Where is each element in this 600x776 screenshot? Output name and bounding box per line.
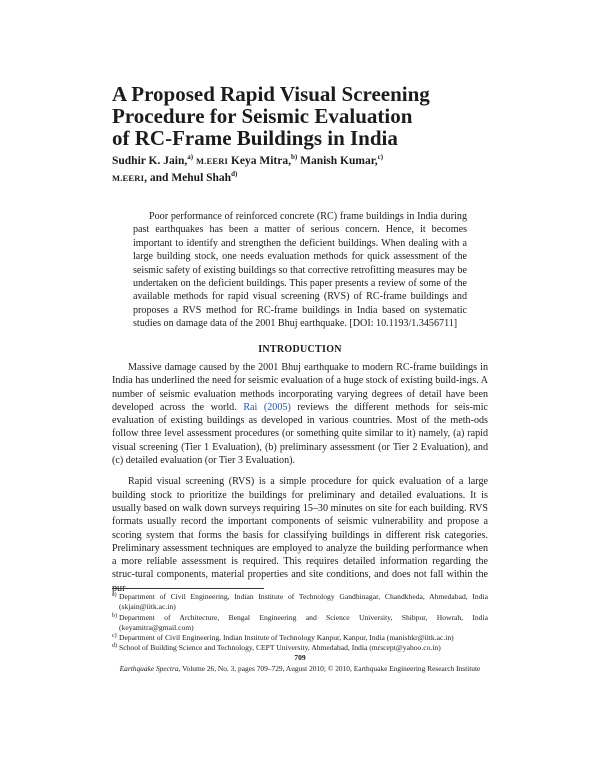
journal-citation bbox=[0, 664, 600, 673]
abstract-text: Poor performance of reinforced concrete (RC) frame buildings in India during past earthquakes has been a matter of serious concern. Hence, it becomes important to identify and strengthen the deficient buildings. When dealing with a large building stock, one needs evaluation methods for quick assessment of the seismic safety of existing buildings so that corrective retrofitting measures may be undertaken on the deficient buildings. This paper presents a review of some of the available methods for rapid visual screening (RVS) of RC-frame buildings and proposes a RVS method for RC-frame buildings in India based on systematic studies on damage data of the 2001 Bhuj earthquake. [DOI: 10.1193/1.3456711] bbox=[133, 211, 467, 330]
footnote-text: School of Building Science and Technology, CEPT University, Ahmedabad, India (mrscept@yahoo.co.in) bbox=[119, 643, 441, 653]
author-list bbox=[112, 153, 512, 187]
title-line-1: A Proposed Rapid Visual Screening bbox=[112, 82, 430, 106]
footnote bbox=[112, 592, 488, 613]
author-mark: c) bbox=[377, 153, 384, 162]
footnote bbox=[112, 613, 488, 634]
footnote-text: Department of Civil Engineering, Indian Institute of Technology Gandhinagar, Chandkheda, Ahmedabad, India (skjain@iitk.ac.in) bbox=[119, 592, 488, 612]
author-mark: d) bbox=[231, 170, 238, 179]
footnote-divider bbox=[112, 588, 264, 589]
paragraph-1 bbox=[112, 361, 488, 467]
paragraph-1-end: reviews the different methods for seis-mic evaluation of existing buildings as developed in various countries. Most of the meth-ods follow three level assessment procedures (or something quite similar to it) namely, (a) rapid visual screening (Tier 1 Evaluation), (b) preliminary assessment (or Tier 2 Evaluation), and (c) detailed evaluation (or Tier 3 Evaluation). bbox=[112, 401, 489, 467]
author-name: Sudhir K. Jain, bbox=[112, 155, 188, 167]
author-affiliation: M.EERI bbox=[195, 156, 229, 166]
footnote bbox=[112, 633, 488, 643]
title-line-2: Procedure for Seismic Evaluation bbox=[112, 104, 413, 128]
page-number: 709 bbox=[294, 653, 306, 662]
paper-title bbox=[112, 83, 492, 149]
body-text bbox=[112, 361, 488, 603]
footnote-mark: c) bbox=[112, 633, 117, 640]
author-conjunction: and bbox=[149, 172, 169, 184]
journal-name: Earthquake Spectra, bbox=[119, 664, 181, 673]
author-line-1 bbox=[112, 153, 512, 170]
title-line-3: of RC-Frame Buildings in India bbox=[112, 126, 398, 150]
footnote-mark: b) bbox=[112, 612, 117, 619]
paragraph-2: Rapid visual screening (RVS) is a simple procedure for quick evaluation of a large building stock to prioritize the buildings for preliminary and detailed evaluations. It is usually based on walk down surveys requiring 15–30 minutes on site for each building. RVS formats usually record the important components of seismic vulnerability and propose a scoring system that forms the basis for classifying buildings in different risk categories. Preliminary assessment techniques are employed to analyze the building performance when a more reliable assessment is required. This requires detailed information regarding the struc-tural components, material properties and site conditions, and does not fall within the pur- bbox=[112, 476, 488, 594]
footnote-mark: d) bbox=[112, 643, 117, 650]
footnote-mark: a) bbox=[112, 592, 117, 598]
journal-details: Volume 26, No. 3, pages 709–729, August 2010; © 2010, Earthquake Engineering Research Institute bbox=[182, 664, 481, 673]
citation-link-rai-2005[interactable]: Rai (2005) bbox=[243, 401, 291, 413]
footnotes bbox=[112, 592, 488, 654]
footnote-text: Department of Architecture, Bengal Engineering and Science University, Shibpur, Howrah, India (keyamitra@gmail.com) bbox=[119, 612, 488, 632]
author-affiliation: M.EERI bbox=[112, 173, 145, 183]
author-name: Mehul Shah bbox=[171, 172, 232, 184]
footnote-text: Department of Civil Engineering, Indian Institute of Technology Kanpur, Kanpur, India (manishkr@iitk.ac.in) bbox=[119, 633, 454, 643]
author-name: Keya Mitra, bbox=[230, 155, 291, 167]
section-heading: INTRODUCTION bbox=[258, 344, 342, 355]
author-name: Manish Kumar, bbox=[300, 155, 378, 167]
author-mark: b) bbox=[291, 153, 298, 162]
abstract bbox=[133, 210, 467, 331]
author-line-2: M.EERI, and Mehul Shah$^{d)}$ bbox=[112, 170, 238, 184]
paragraph-1-start: Massive damage caused by the 2001 Bhuj earthquake to modern RC-frame buildings in India has underlined the need for seismic evaluation of a huge stock of existing build-ings. A number of seismic evaluation methods incorporating varying degrees of detail have been developed across the world. bbox=[112, 362, 488, 413]
author-mark: a) bbox=[187, 153, 194, 162]
